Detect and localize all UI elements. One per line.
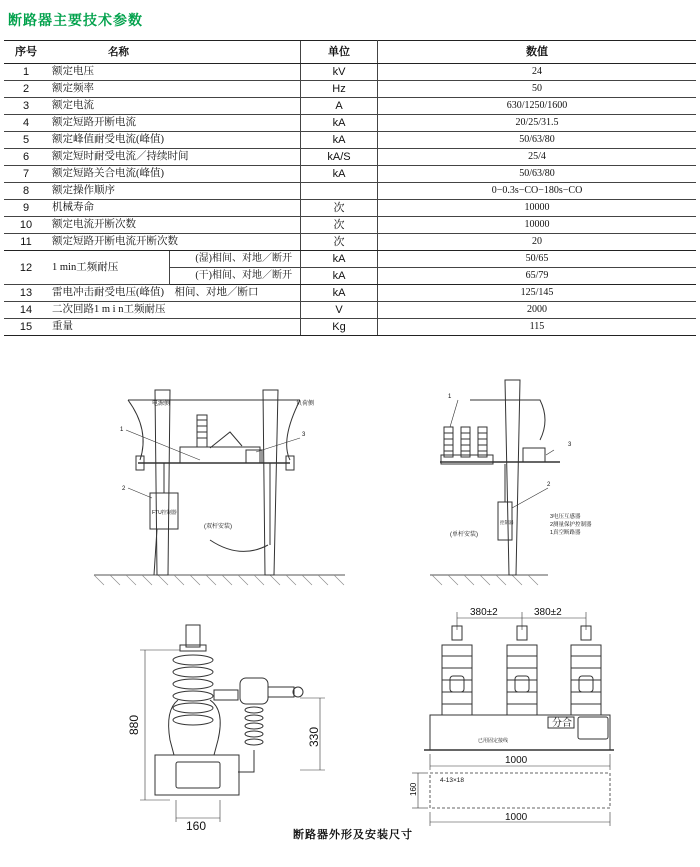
note-single-pole: (单杆安装)	[450, 532, 478, 538]
row-unit: Hz	[301, 81, 378, 98]
row-value: 50/63/80	[378, 132, 697, 149]
dim-depth: 160	[409, 782, 418, 796]
marker-2: 2	[547, 482, 551, 488]
row-name: 重量	[48, 319, 301, 336]
row-unit: kA	[301, 285, 378, 302]
row-unit: V	[301, 302, 378, 319]
row-no: 2	[4, 81, 48, 98]
legend-item: 2测量保护控制器	[550, 522, 592, 528]
row-no: 12	[4, 251, 48, 285]
table-row	[4, 132, 696, 149]
row-no: 1	[4, 64, 48, 81]
row-unit: kA	[301, 132, 378, 149]
row-name: 额定短路开断电流开断次数	[48, 234, 301, 251]
table-row	[4, 183, 696, 200]
row-unit: kA	[301, 115, 378, 132]
figure-caption: 断路器外形及安装尺寸	[293, 828, 413, 841]
row-unit: kA/S	[301, 149, 378, 166]
header-unit: 单位	[301, 41, 378, 64]
controller-box-label: 控制器	[500, 520, 514, 525]
installation-drawings	[0, 360, 700, 830]
table-row	[4, 200, 696, 217]
table-row	[4, 98, 696, 115]
row-no: 6	[4, 149, 48, 166]
row-no: 9	[4, 200, 48, 217]
label-close: 合	[562, 718, 572, 729]
row-unit: A	[301, 98, 378, 115]
row-value: 25/4	[378, 149, 697, 166]
side-view-drawing	[127, 625, 325, 830]
page-title: 断路器主要技术参数	[8, 13, 143, 29]
row-no: 15	[4, 319, 48, 336]
legend-item: 3电压互感器	[550, 514, 581, 520]
row-name: 机械寿命	[48, 200, 301, 217]
row-value: 24	[378, 64, 697, 81]
row-unit: kV	[301, 64, 378, 81]
row-name: 二次回路1 m i n工频耐压	[48, 302, 301, 319]
row-no: 4	[4, 115, 48, 132]
row-value: 125/145	[378, 285, 697, 302]
row-unit: 次	[301, 234, 378, 251]
table-row	[4, 149, 696, 166]
label-source: 电源侧	[152, 401, 171, 407]
row-value: 630/1250/1600	[378, 98, 697, 115]
row-name: 额定峰值耐受电流(峰值)	[48, 132, 301, 149]
row-unit: kA	[301, 268, 378, 285]
row-value: 20/25/31.5	[378, 115, 697, 132]
table-row	[4, 81, 696, 98]
label-load: 负荷侧	[296, 401, 315, 407]
row-name: 额定操作顺序	[48, 183, 301, 200]
spec-table	[4, 40, 696, 336]
row-value: 10000	[378, 200, 697, 217]
dim-phase-b: 380±2	[534, 607, 562, 618]
header-value: 数值	[378, 41, 697, 64]
label-open: 分	[552, 718, 562, 729]
table-header-row	[4, 41, 696, 64]
row-no: 3	[4, 98, 48, 115]
front-view-drawing	[409, 607, 614, 826]
row-unit: 次	[301, 200, 378, 217]
row-unit: kA	[301, 166, 378, 183]
marker-3: 3	[568, 442, 572, 448]
row-value: 50/63/80	[378, 166, 697, 183]
row-name: 额定短时耐受电流／持续时间	[48, 149, 301, 166]
row-no: 10	[4, 217, 48, 234]
table-row	[4, 285, 696, 302]
table-row	[4, 115, 696, 132]
row-value: 50	[378, 81, 697, 98]
row-no: 5	[4, 132, 48, 149]
row-value: 2000	[378, 302, 697, 319]
marker-1: 1	[120, 427, 124, 433]
hole-spec: 4-13×18	[440, 777, 465, 784]
row-name: 额定短路开断电流	[48, 115, 301, 132]
row-unit: Kg	[301, 319, 378, 336]
table-row	[4, 64, 696, 81]
table-row	[4, 319, 696, 336]
table-row	[4, 234, 696, 251]
row-value: 10000	[378, 217, 697, 234]
dim-height: 880	[127, 714, 141, 735]
table-row	[4, 217, 696, 234]
single-pole-drawing	[430, 380, 592, 585]
note-double-pole: (双杆安装)	[204, 524, 232, 530]
marker-1: 1	[448, 394, 452, 400]
row-name: 额定频率	[48, 81, 301, 98]
dim-width: 160	[186, 819, 207, 830]
row-name: 雷电冲击耐受电压(峰值) 相间、对地／断口	[48, 285, 301, 302]
header-name: 名称	[48, 41, 301, 64]
label-plate: 已用固定接线	[478, 738, 509, 744]
marker-3: 3	[302, 432, 306, 438]
row-no: 11	[4, 234, 48, 251]
table-row	[4, 166, 696, 183]
dim-phase-a: 380±2	[470, 607, 498, 618]
row-unit	[301, 183, 378, 200]
dim-length-2: 1000	[505, 812, 528, 823]
row-no: 7	[4, 166, 48, 183]
row-value: 115	[378, 319, 697, 336]
row-no: 14	[4, 302, 48, 319]
ftu-box-label: FTU控制器	[152, 510, 177, 516]
row-value: 20	[378, 234, 697, 251]
row-value: 50/65	[378, 251, 697, 268]
row-no: 8	[4, 183, 48, 200]
table-row	[4, 251, 696, 268]
marker-2: 2	[122, 486, 126, 492]
row-unit: kA	[301, 251, 378, 268]
row-sub: (干)相间、对地／断开	[170, 268, 301, 285]
row-name: 额定电流开断次数	[48, 217, 301, 234]
row-name: 1 min工频耐压	[48, 251, 170, 285]
legend-item: 1真空断路器	[550, 530, 581, 536]
double-pole-drawing	[94, 390, 345, 585]
row-value: 0−0.3s−CO−180s−CO	[378, 183, 697, 200]
row-sub: (湿)相间、对地／断开	[170, 251, 301, 268]
row-value: 65/79	[378, 268, 697, 285]
row-name: 额定电流	[48, 98, 301, 115]
dim-length: 1000	[505, 755, 528, 766]
row-unit: 次	[301, 217, 378, 234]
table-row	[4, 302, 696, 319]
header-no: 序号	[4, 41, 48, 64]
dim-pt: 330	[307, 726, 321, 747]
row-name: 额定短路关合电流(峰值)	[48, 166, 301, 183]
row-name: 额定电压	[48, 64, 301, 81]
row-no: 13	[4, 285, 48, 302]
